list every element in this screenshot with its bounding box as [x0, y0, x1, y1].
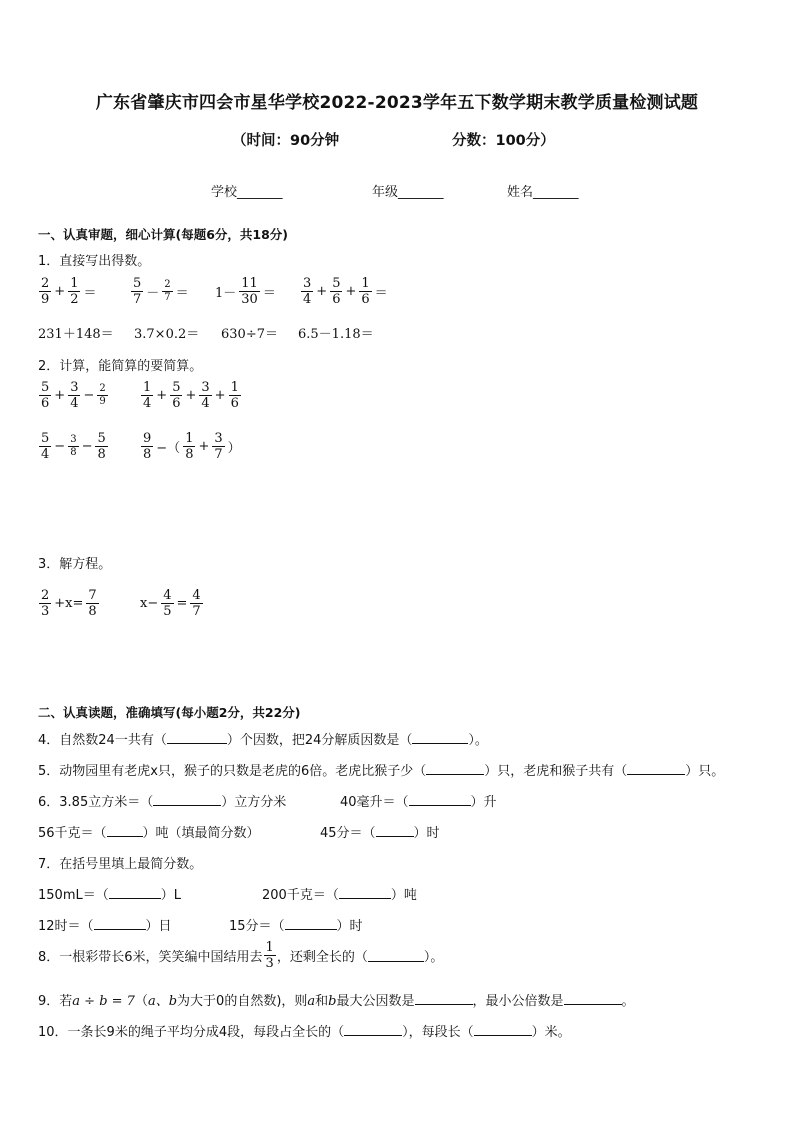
q7-blank-2[interactable]: [339, 886, 391, 899]
q2-label: 2．计算，能简算的要简算。: [38, 359, 203, 374]
name-field[interactable]: 姓名_______: [507, 185, 579, 200]
q6-blank-1[interactable]: [153, 793, 221, 806]
exam-time: （时间：90分钟: [232, 133, 340, 149]
q1-arith-4: 6.5－1.18＝: [298, 327, 374, 342]
q8: 8．一根彩带长6米，笑笑编中国结用去 $\frac{1}{3}$ ，还剩全长的（ ）。: [38, 940, 444, 971]
q7-blank-1[interactable]: [109, 886, 161, 899]
q2-expr-1: $\frac{5}{6}$ + $\frac{3}{4}$ − $\frac{2}{9}$: [41, 380, 106, 411]
q4-blank-1[interactable]: [167, 731, 227, 744]
school-field[interactable]: 学校_______: [211, 185, 283, 200]
q1-arith-1: 231＋148＝: [38, 327, 114, 342]
q5-blank-2[interactable]: [627, 762, 685, 775]
q1-expr-1: $\frac{2}{9}$ + $\frac{1}{2}$ ＝: [41, 276, 97, 307]
page-title: 广东省肇庆市四会市星华学校2022-2023学年五下数学期末教学质量检测试题: [95, 93, 699, 113]
exam-score: 分数：100分）: [452, 133, 555, 149]
q9-blank-1[interactable]: [415, 992, 473, 1005]
q8-blank[interactable]: [368, 949, 424, 962]
q7-label: 7．在括号里填上最简分数。: [38, 857, 203, 872]
q7-blank-4[interactable]: [285, 917, 337, 930]
q1-expr-3: 1－ $\frac{11}{30}$ ＝: [215, 276, 276, 307]
q4: 4．自然数24一共有（ ）个因数，把24分解质因数是（ ）。: [38, 733, 488, 748]
q3-equation-1: $\frac{2}{3}$ +x= $\frac{7}{8}$: [41, 588, 97, 619]
q2-expr-4: $\frac{9}{8}$ −（ $\frac{1}{8}$ + $\frac{3}{7}$ ）: [143, 431, 241, 462]
q9-blank-2[interactable]: [564, 992, 622, 1005]
section-1-heading: 一、认真审题，细心计算(每题6分，共18分): [38, 227, 289, 242]
q10-blank-2[interactable]: [474, 1023, 532, 1036]
q3-equation-2: x− $\frac{4}{5}$ = $\frac{4}{7}$: [140, 588, 201, 619]
q7-line-2b: 15分＝（ ）时: [229, 919, 363, 934]
q6-line-2b: 45分＝（ ）时: [320, 826, 440, 841]
q6-line-1b: 40毫升＝（ ）升: [340, 795, 497, 810]
q7-line-2: 12时＝（ ）日: [38, 919, 172, 934]
q7-line-1: 150mL＝（ ）L: [38, 888, 181, 903]
q9: 9．若a ÷ b = 7（a、b为大于0的自然数)，则a和b最大公因数是 ，最小公倍数是 。: [38, 994, 635, 1009]
q6-line-2: 56千克＝（ ）吨（填最简分数）: [38, 826, 260, 841]
q3-label: 3．解方程。: [38, 557, 112, 572]
section-2-heading: 二、认真读题，准确填写(每小题2分，共22分): [38, 705, 301, 720]
q5-blank-1[interactable]: [426, 762, 484, 775]
q6-blank-3[interactable]: [107, 824, 143, 837]
q6-line-1: 6．3.85立方米＝（ ）立方分米: [38, 795, 287, 810]
q1-expr-2: $\frac{5}{7}$ － $\frac{2}{7}$ ＝: [133, 276, 189, 307]
q6-blank-4[interactable]: [376, 824, 414, 837]
q2-expr-3: $\frac{5}{4}$ − $\frac{3}{8}$ − $\frac{5}{8}$: [41, 431, 106, 462]
q10: 10．一条长9米的绳子平均分成4段，每段占全长的（ ），每段长（ ）米。: [38, 1025, 571, 1040]
grade-field[interactable]: 年级_______: [372, 185, 444, 200]
q7-blank-3[interactable]: [94, 917, 146, 930]
q7-line-1b: 200千克＝（ ）吨: [262, 888, 417, 903]
q4-blank-2[interactable]: [412, 731, 468, 744]
q1-label: 1．直接写出得数。: [38, 254, 151, 269]
q6-blank-2[interactable]: [409, 793, 471, 806]
q5: 5．动物园里有老虎x只，猴子的只数是老虎的6倍。老虎比猴子少（ ）只，老虎和猴子共有（ ）只。: [38, 764, 725, 779]
q1-arith-3: 630÷7＝: [221, 327, 278, 342]
q1-expr-4: $\frac{3}{4}$ + $\frac{5}{6}$ + $\frac{1}{6}$ ＝: [303, 276, 388, 307]
q10-blank-1[interactable]: [344, 1023, 402, 1036]
q1-arith-2: 3.7×0.2＝: [134, 327, 200, 342]
q2-expr-2: $\frac{1}{4}$ + $\frac{5}{6}$ + $\frac{3}{4}$ + $\frac{1}{6}$: [143, 380, 239, 411]
